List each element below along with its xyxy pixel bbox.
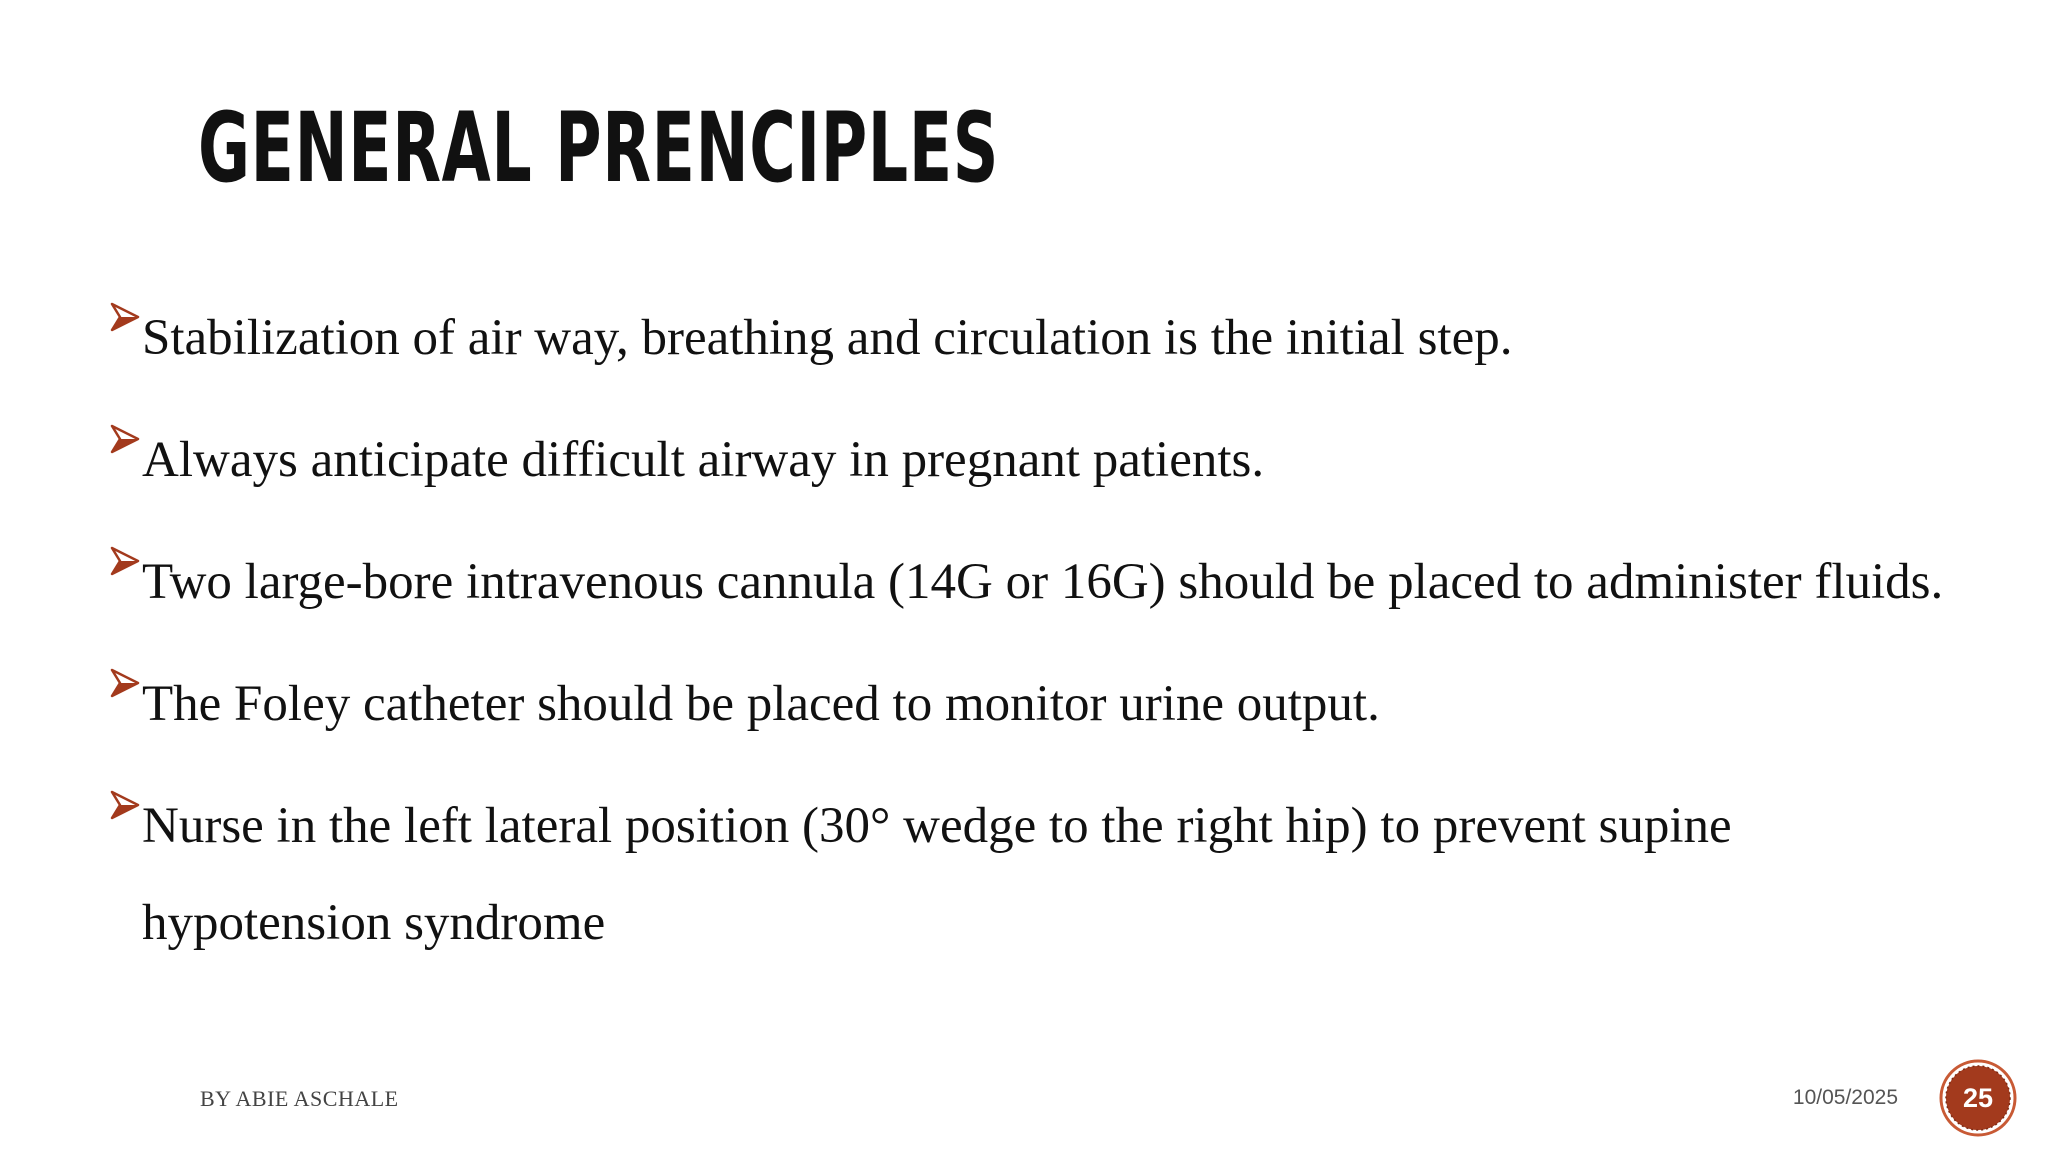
bullet-item bbox=[110, 290, 1970, 387]
footer-date: 10/05/2025 bbox=[1792, 1086, 1898, 1109]
arrow-bullet-icon bbox=[110, 668, 140, 698]
bullet-text: Nurse in the left lateral position (30° wedge to the right hip) to prevent supine hypotension syndrome bbox=[142, 798, 1732, 951]
bullet-list bbox=[110, 290, 1970, 997]
bullet-text: Stabilization of air way, breathing and circulation is the initial step. bbox=[142, 310, 1513, 366]
bullet-text: The Foley catheter should be placed to monitor urine output. bbox=[142, 676, 1380, 732]
arrow-bullet-icon bbox=[110, 424, 140, 454]
bullet-text: Always anticipate difficult airway in pregnant patients. bbox=[142, 432, 1265, 488]
page-number: 25 bbox=[1962, 1083, 1994, 1113]
arrow-bullet-icon bbox=[110, 302, 140, 332]
bullet-item bbox=[110, 534, 1970, 631]
footer-author: BY ABIE ASCHALE bbox=[200, 1086, 399, 1111]
bullet-item bbox=[110, 412, 1970, 509]
arrow-bullet-icon bbox=[110, 546, 140, 576]
arrow-bullet-icon bbox=[110, 790, 140, 820]
bullet-item bbox=[110, 656, 1970, 753]
slide-title: GENERAL PRENCIPLES bbox=[198, 92, 1000, 204]
bullet-item bbox=[110, 778, 1970, 972]
bullet-text: Two large-bore intravenous cannula (14G or 16G) should be placed to administer fluids. bbox=[142, 554, 1944, 610]
